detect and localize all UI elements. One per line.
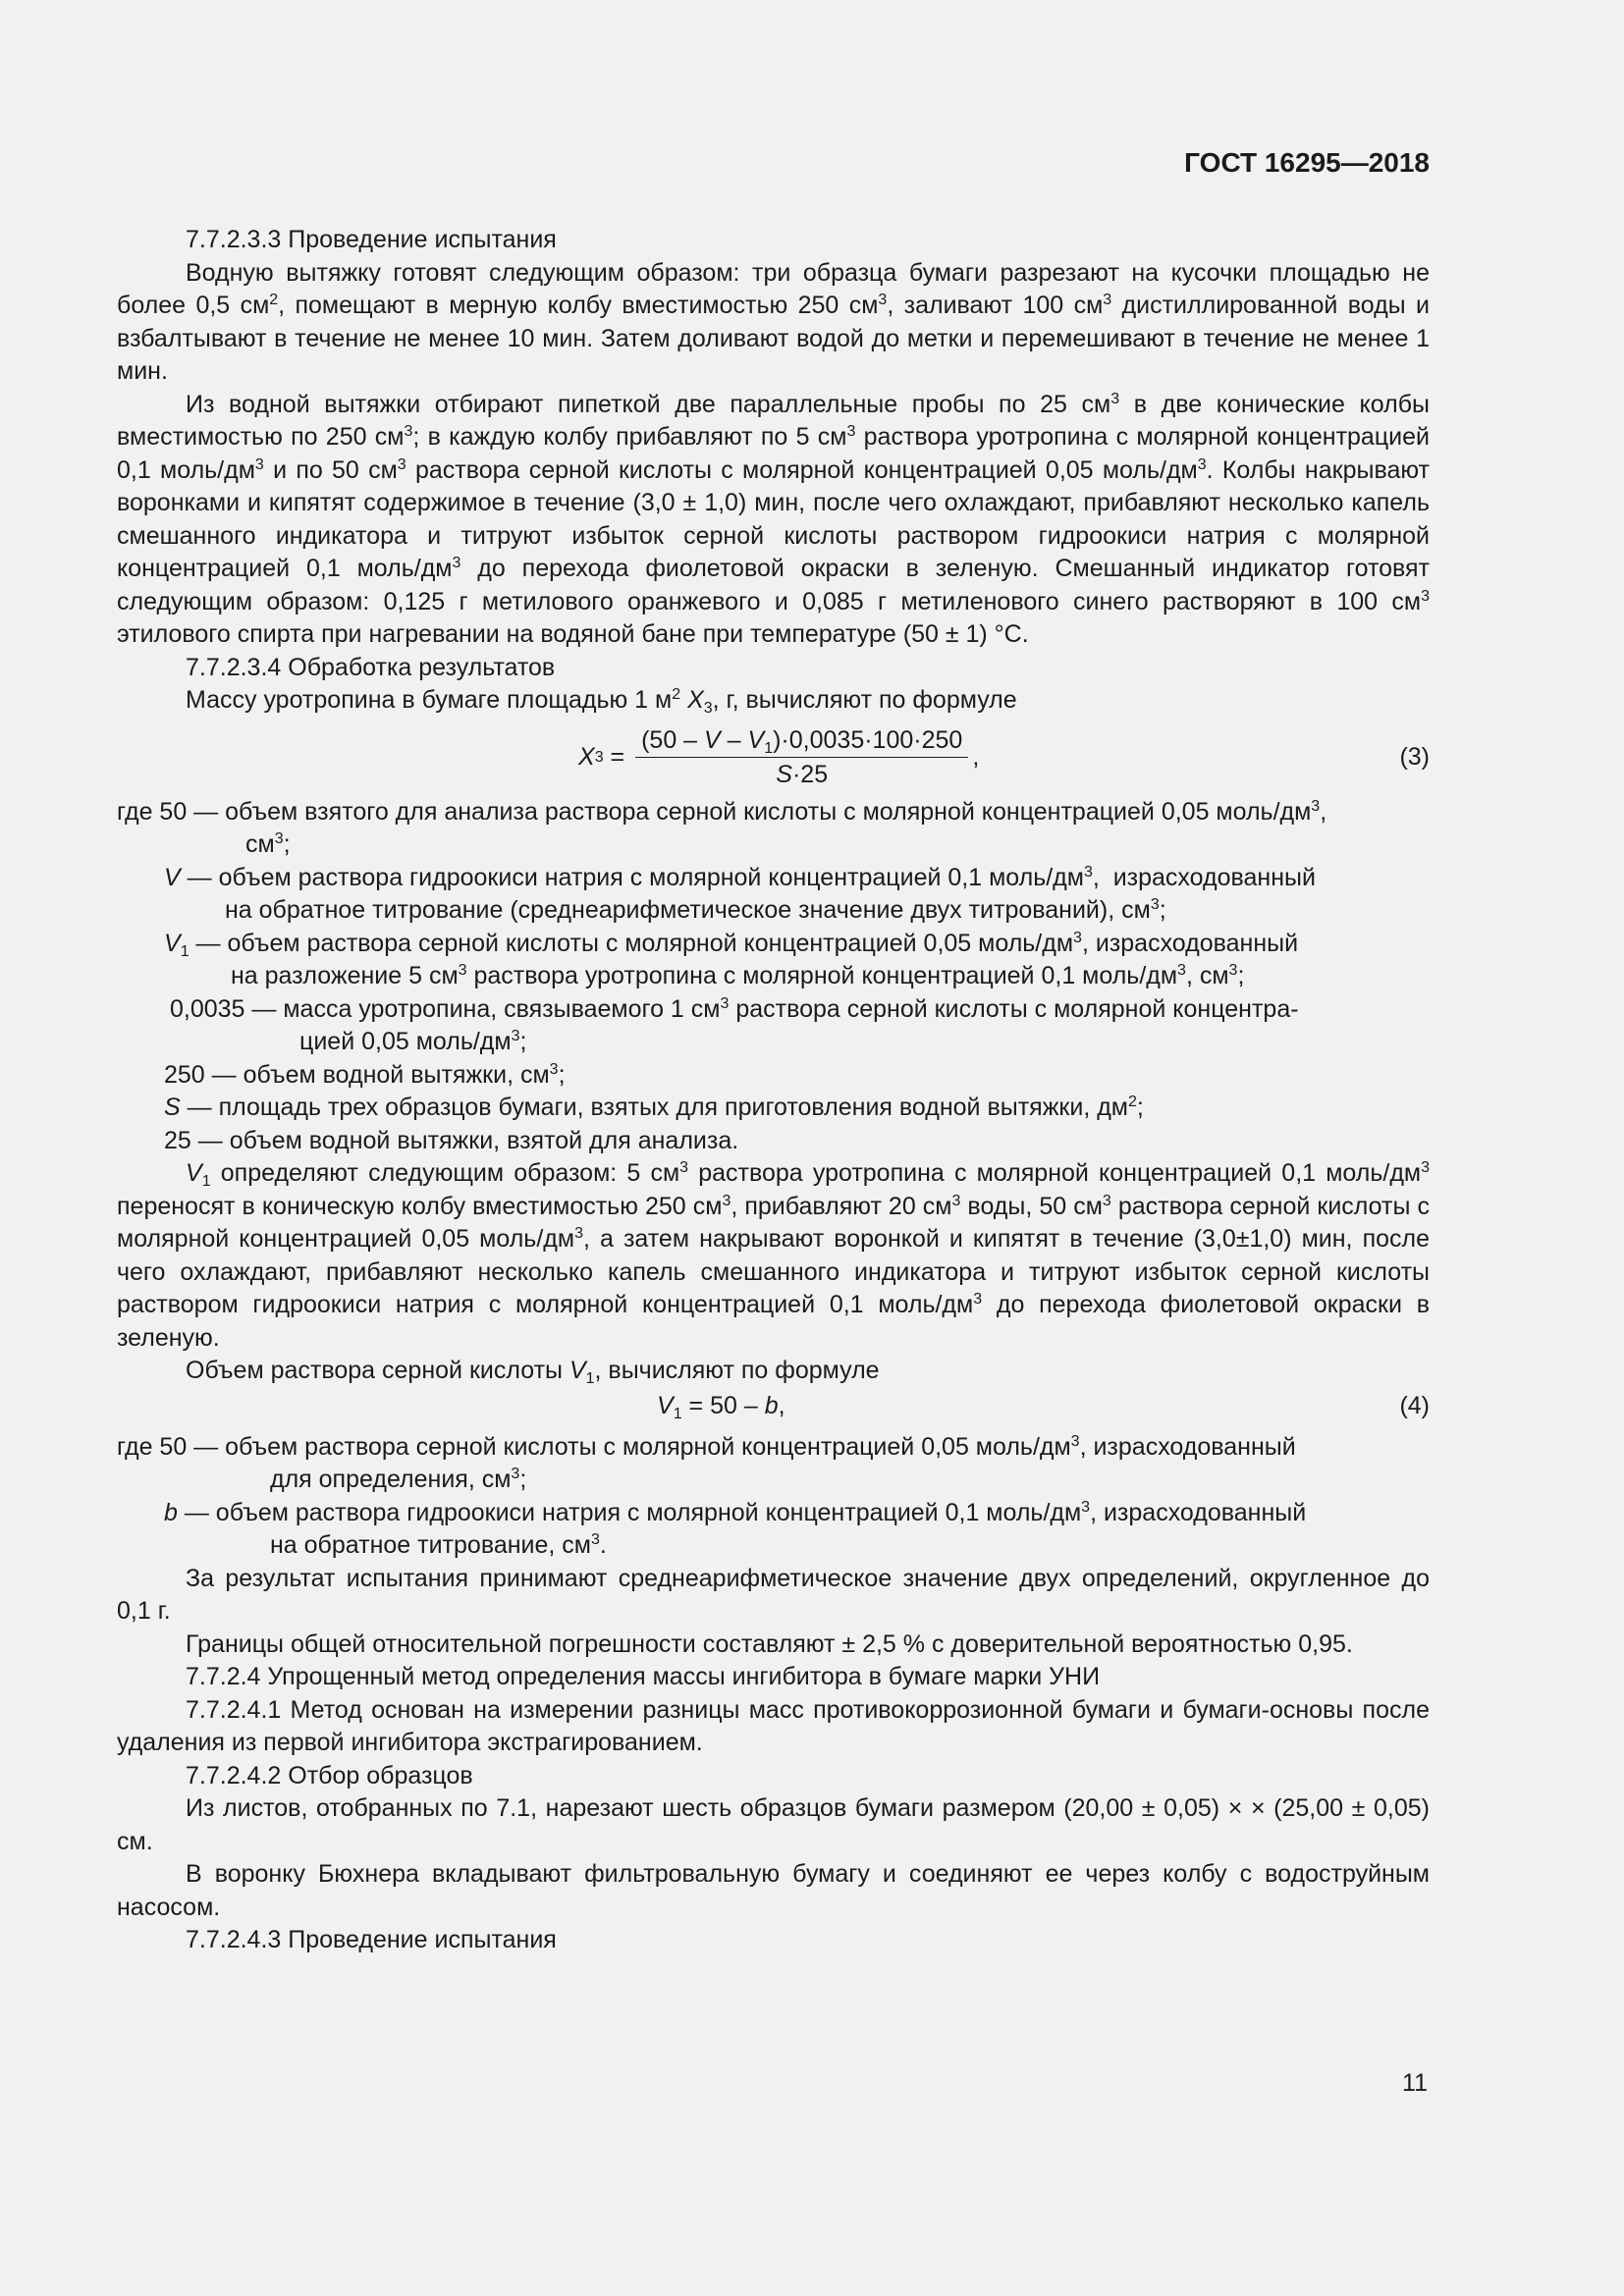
variable-250: 250 — объем водной вытяжки, $см^3$; — [164, 1060, 566, 1089]
variable-50: где 50 — объем взятого для анализа раствора серной кислоты с молярной концентрацией 0,05 моль/$дм^3$, $см^3$; — [117, 797, 1327, 858]
formula-4-variables — [117, 1431, 1430, 1563]
paragraph-7-7-2-4-1: 7.7.2.4.1 Метод основан на измерении разницы масс противокоррозионной бумаги и бумаги-основы после удаления из первой ингибитора экстрагированием. — [117, 1695, 1430, 1756]
page-number: 11 — [1402, 2069, 1428, 2097]
variable-v1: $V_1$ — объем раствора серной кислоты с молярной концентрацией 0,05 моль/$дм^3$, израсходованный на разложение 5 $см^3$ раствора уротропина с молярной концентрацией 0,1 моль/$дм^3$, $см^3$; — [164, 929, 1299, 989]
section-title-7-7-2-3-3: 7.7.2.3.3 Проведение испытания — [186, 226, 557, 253]
variable-25: 25 — объем водной вытяжки, взятой для анализа. — [164, 1126, 739, 1154]
paragraph-water-extract: Водную вытяжку готовят следующим образом: три образца бумаги разрезают на кусочки площадью не более 0,5 $см^2$, помещают в мерную колбу вместимостью 250 $см^3$, заливают 100 $см^3$ дистиллированной воды и взбалтывают в течение не менее 10 мин. Затем доливают водой до метки и перемешивают в течение не менее 1 мин. — [117, 258, 1430, 385]
document-body — [117, 224, 1430, 1957]
formula-3: X 3 = $\frac{(50 - V - V_1)\cdot 0,0035\cdot 100\cdot 250}{S\cdot 25}$ , (3) — [117, 721, 1430, 795]
formula-4: $V_1 = 50 - b$, (4) — [657, 1391, 1430, 1422]
formula-number: (4) — [1399, 1391, 1430, 1419]
variable-v: V — объем раствора гидроокиси натрия с молярной концентрацией 0,1 моль/$дм^3$, израсходованный на обратное титрование (среднеарифметическое значение двух титрований), $см^3$; — [164, 863, 1316, 924]
paragraph-sample-cutting: Из листов, отобранных по 7.1, нарезают шесть образцов бумаги размером (20,00 ± 0,05) × × (25,00 ± 0,05) см. — [117, 1794, 1430, 1855]
paragraph-v1-determination: $V_1$ определяют следующим образом: 5 $см^3$ раствора уротропина с молярной концентрацией 0,1 моль/$дм^3$ переносят в коническую колбу вместимостью 250 $см^3$, прибавляют 20 $см^3$ воды, 50 $см^3$ раствора серной кислоты с молярной концентрацией 0,05 моль/$дм^3$, а затем накрывают воронкой и кипятят в течение (3,0±1,0) мин, после чего охлаждают, прибавляют несколько капель смешанного индикатора и титруют избыток серной кислоты раствором гидроокиси натрия с молярной концентрацией 0,1 моль/$дм^3$ до перехода фиолетовой окраски в зеленую. — [117, 1159, 1431, 1352]
variable-b: b — объем раствора гидроокиси натрия с молярной концентрацией 0,1 моль/$дм^3$, израсходованный на обратное титрование, $см^3$. — [164, 1498, 1307, 1559]
formula-intro: Массу уротропина в бумаге площадью 1 $м^2$ $X_3$, г, вычисляют по формуле — [186, 686, 1017, 717]
section-title-7-7-2-4: 7.7.2.4 Упрощенный метод определения массы ингибитора в бумаге марки УНИ — [186, 1663, 1101, 1690]
paragraph-buchner-funnel: В воронку Бюхнера вкладывают фильтровальную бумагу и соединяют ее через колбу с водоструйным насосом. — [117, 1860, 1430, 1921]
standard-header: ГОСТ 16295—2018 — [1184, 147, 1430, 178]
paragraph-test-result: За результат испытания принимают среднеарифметическое значение двух определений, округленное до 0,1 г. — [117, 1564, 1430, 1625]
variable-50-second: где 50 — объем раствора серной кислоты с молярной концентрацией 0,05 моль/$дм^3$, израсходованный для определения, $см^3$; — [117, 1432, 1296, 1493]
formula-3-variables — [117, 796, 1430, 1158]
section-title-7-7-2-3-4: 7.7.2.3.4 Обработка результатов — [186, 653, 556, 681]
section-title-7-7-2-4-2: 7.7.2.4.2 Отбор образцов — [186, 1761, 473, 1789]
paragraph-error-bounds: Границы общей относительной погрешности составляют ± 2,5 % с доверительной вероятностью 0,95. — [186, 1629, 1353, 1658]
formula-4-intro: Объем раствора серной кислоты $V_1$, вычисляют по формуле — [186, 1357, 880, 1387]
formula-fraction: $\frac{(50 - V - V_1)\cdot 0,0035\cdot 100\cdot 250}{S\cdot 25}$ — [635, 723, 968, 791]
section-title-7-7-2-4-3: 7.7.2.4.3 Проведение испытания — [186, 1926, 557, 1953]
variable-0-0035: 0,0035 — масса уротропина, связываемого 1 $см^3$ раствора серной кислоты с молярной концентра- цией 0,05 моль/$дм^3$; — [170, 994, 1299, 1055]
paragraph-titration-procedure: Из водной вытяжки отбирают пипеткой две параллельные пробы по 25 $см^3$ в две конические колбы вместимостью по 250 $см^3$; в каждую колбу прибавляют по 5 $см^3$ раствора уротропина с молярной концентрацией 0,1 моль/$дм^3$ и по 50 $см^3$ раствора серной кислоты с молярной концентрацией 0,05 моль/$дм^3$. Колбы накрывают воронками и кипятят содержимое в течение (3,0 ± 1,0) мин, после чего охлаждают, прибавляют несколько капель смешанного индикатора и титруют избыток серной кислоты раствором гидроокиси натрия с молярной концентрацией 0,1 моль/$дм^3$ до перехода фиолетовой окраски в зеленую. Смешанный индикатор готовят следующим образом: 0,125 г метилового оранжевого и 0,085 г метиленового синего растворяют в 100 $см^3$ этилового спирта при нагревании на водяной бане при температуре (50 ± 1) °С. — [117, 390, 1431, 648]
variable-s: S — площадь трех образцов бумаги, взятых для приготовления водной вытяжки, $дм^2$; — [164, 1094, 1144, 1121]
formula-number: (3) — [1399, 742, 1430, 771]
